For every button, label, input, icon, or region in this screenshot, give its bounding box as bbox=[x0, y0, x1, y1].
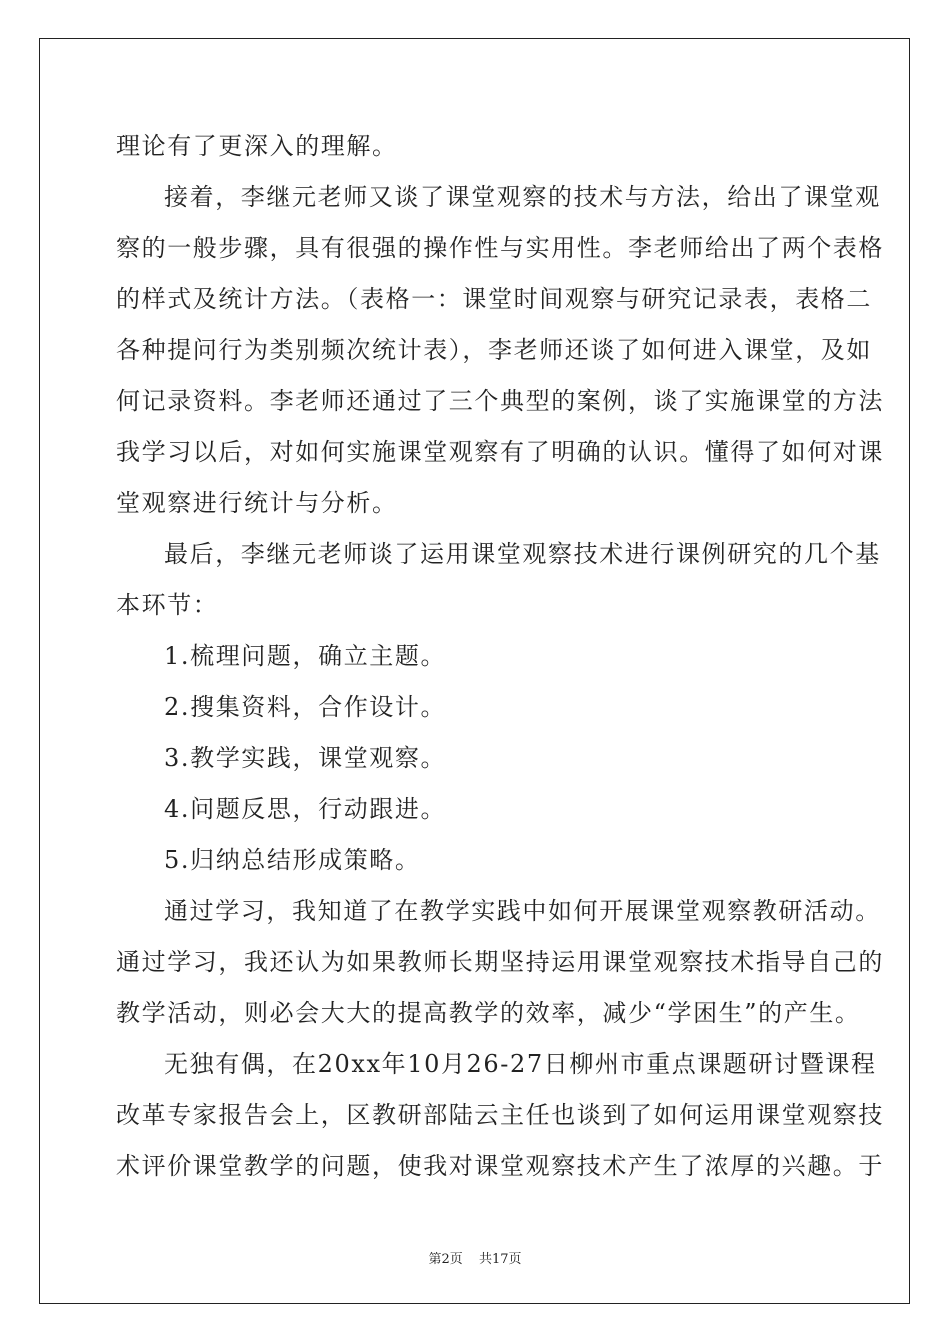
text-line: 堂观察进行统计与分析。 bbox=[116, 489, 398, 517]
list-item: 2.搜集资料，合作设计。 bbox=[164, 693, 447, 721]
text-line: 最后，李继元老师谈了运用课堂观察技术进行课例研究的几个基 bbox=[164, 540, 881, 568]
text-line: 的样式及统计方法。（表格一：课堂时间观察与研究记录表，表格二 bbox=[116, 285, 872, 313]
text-line: 我学习以后，对如何实施课堂观察有了明确的认识。懂得了如何对课 bbox=[116, 438, 884, 466]
list-item: 4.问题反思，行动跟进。 bbox=[164, 795, 447, 823]
document-body bbox=[116, 121, 884, 1192]
text-line: 无独有偶，在20xx年10月26-27日柳州市重点课题研讨暨课程 bbox=[164, 1050, 877, 1078]
text-line: 察的一般步骤，具有很强的操作性与实用性。李老师给出了两个表格 bbox=[116, 234, 884, 262]
list-item: 5.归纳总结形成策略。 bbox=[164, 846, 421, 874]
page-total: 共17页 bbox=[478, 1252, 522, 1267]
text-line: 何记录资料。李老师还通过了三个典型的案例，谈了实施课堂的方法 bbox=[116, 387, 884, 415]
page-number: 第2页 bbox=[428, 1252, 463, 1267]
page-footer bbox=[0, 1248, 950, 1267]
text-line: 通过学习，我还认为如果教师长期坚持运用课堂观察技术指导自己的 bbox=[116, 948, 884, 976]
text-line: 本环节： bbox=[116, 591, 219, 619]
list-item: 1.梳理问题，确立主题。 bbox=[164, 642, 447, 670]
text-line: 教学活动，则必会大大的提高教学的效率，减少“学困生”的产生。 bbox=[116, 999, 861, 1027]
text-line: 改革专家报告会上，区教研部陆云主任也谈到了如何运用课堂观察技 bbox=[116, 1101, 884, 1129]
text-line: 术评价课堂教学的问题，使我对课堂观察技术产生了浓厚的兴趣。于 bbox=[116, 1152, 884, 1180]
text-line: 各种提问行为类别频次统计表），李老师还谈了如何进入课堂，及如 bbox=[116, 336, 872, 364]
list-item: 3.教学实践，课堂观察。 bbox=[164, 744, 447, 772]
text-line: 接着，李继元老师又谈了课堂观察的技术与方法，给出了课堂观 bbox=[164, 183, 881, 211]
text-line: 理论有了更深入的理解。 bbox=[116, 132, 398, 160]
text-line: 通过学习，我知道了在教学实践中如何开展课堂观察教研活动。 bbox=[164, 897, 881, 925]
